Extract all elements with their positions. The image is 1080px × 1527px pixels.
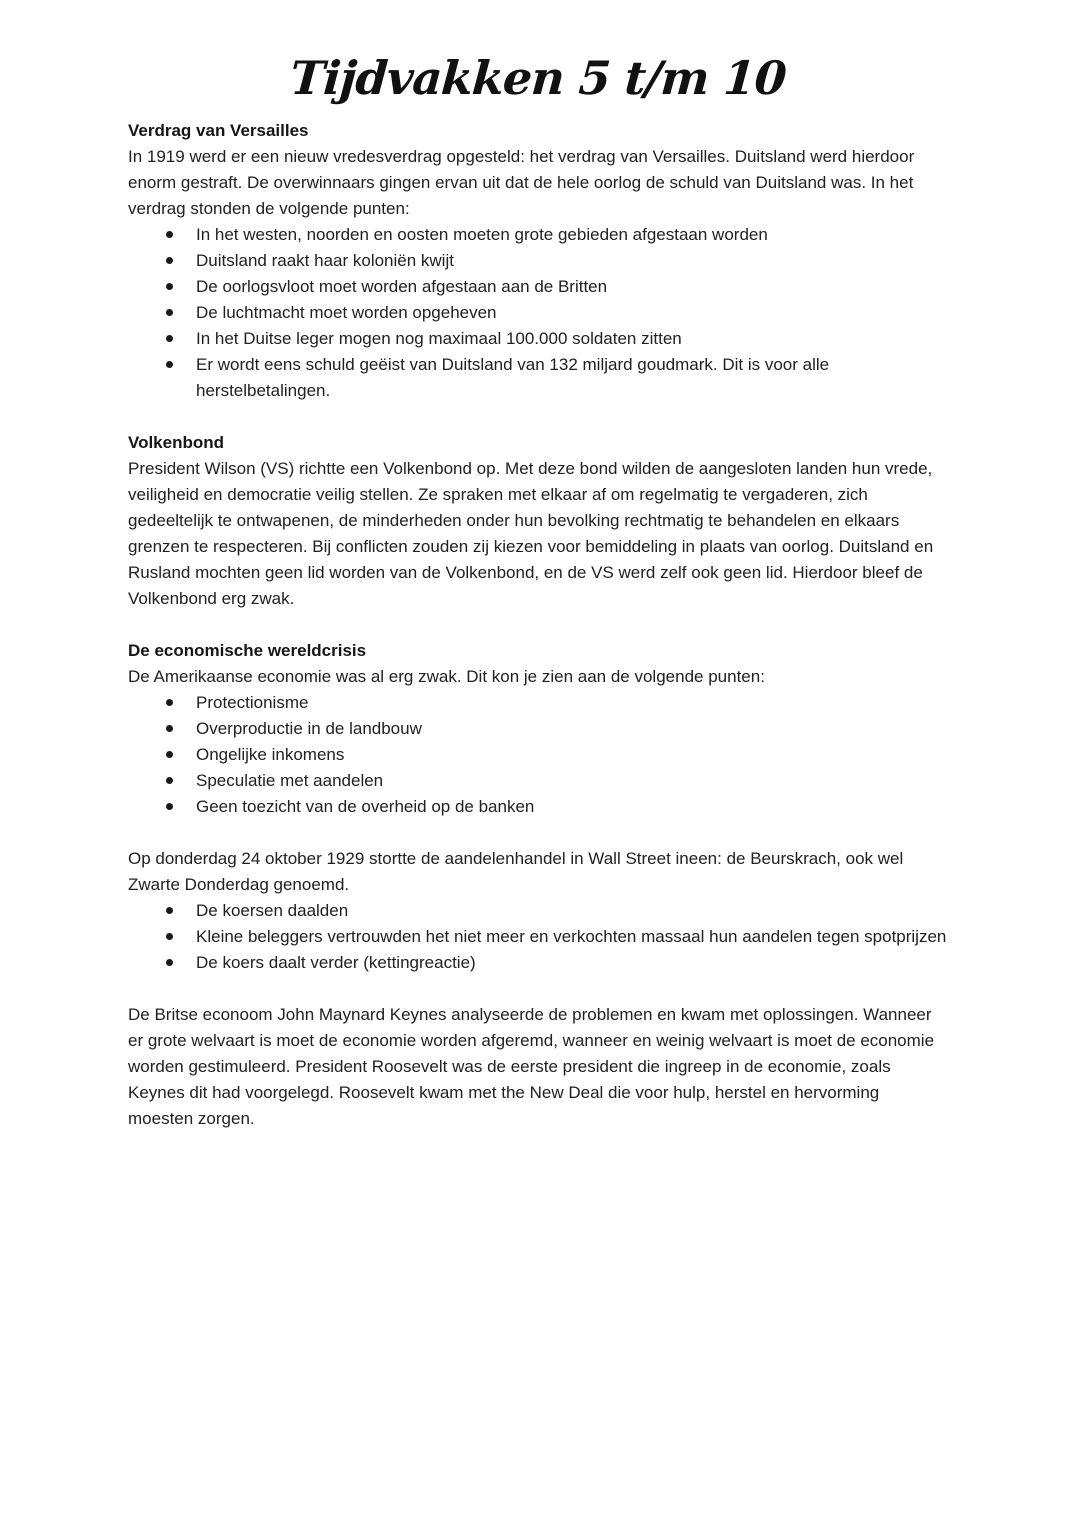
list-item: In het westen, noorden en oosten moeten grote gebieden afgestaan worden: [128, 222, 948, 248]
spacer: [128, 976, 948, 1002]
list-item: De koersen daalden: [128, 898, 948, 924]
bullet-list-versailles: [128, 222, 948, 404]
section-heading-crisis: De economische wereldcrisis: [128, 641, 367, 660]
list-item: De oorlogsvloot moet worden afgestaan aan de Britten: [128, 274, 948, 300]
section-economische-wereldcrisis: [128, 638, 948, 1132]
list-item: Overproductie in de landbouw: [128, 716, 948, 742]
spacer: [128, 612, 948, 638]
paragraph-keynes: De Britse econoom John Maynard Keynes analyseerde de problemen en kwam met oplossingen. Wanneer er grote welvaart is moet de economie worden afgeremd, wanneer en weinig welvaart is moet de economie worden gestimuleerd. President Roosevelt was de eerste president die ingreep in de economie, zoals Keynes dit had voorgelegd. Roosevelt kwam met the New Deal die voor hulp, herstel en hervorming moesten zorgen.: [128, 1005, 935, 1128]
page-title: Tijdvakken 5 t/m 10: [288, 51, 788, 105]
bullet-list-crisis: [128, 690, 948, 820]
spacer: [128, 820, 948, 846]
section-volkenbond: [128, 430, 948, 612]
section-heading-versailles: Verdrag van Versailles: [128, 121, 309, 140]
list-item: Ongelijke inkomens: [128, 742, 948, 768]
list-item: Geen toezicht van de overheid op de banken: [128, 794, 948, 820]
paragraph-versailles-intro: In 1919 werd er een nieuw vredesverdrag opgesteld: het verdrag van Versailles. Duitsland werd hierdoor enorm gestraft. De overwinnaars gingen ervan uit dat de hele oorlog de schuld van Duitsland was. In het verdrag stonden de volgende punten:: [128, 147, 915, 218]
list-item: Er wordt eens schuld geëist van Duitsland van 132 miljard goudmark. Dit is voor alle herstelbetalingen.: [128, 352, 948, 404]
list-item: Kleine beleggers vertrouwden het niet meer en verkochten massaal hun aandelen tegen spotprijzen: [128, 924, 948, 950]
list-item: Protectionisme: [128, 690, 948, 716]
list-item: Speculatie met aandelen: [128, 768, 948, 794]
paragraph-crisis-intro: De Amerikaanse economie was al erg zwak. Dit kon je zien aan de volgende punten:: [128, 667, 765, 686]
paragraph-beurskrach: Op donderdag 24 oktober 1929 stortte de aandelenhandel in Wall Street ineen: de Beurskrach, ook wel Zwarte Donderdag genoemd.: [128, 849, 904, 894]
spacer: [128, 404, 948, 430]
list-item: In het Duitse leger mogen nog maximaal 100.000 soldaten zitten: [128, 326, 948, 352]
list-item: Duitsland raakt haar koloniën kwijt: [128, 248, 948, 274]
section-verdrag-van-versailles: [128, 118, 948, 404]
paragraph-volkenbond: President Wilson (VS) richtte een Volkenbond op. Met deze bond wilden de aangesloten landen hun vrede, veiligheid en democratie veilig stellen. Ze spraken met elkaar af om regelmatig te vergaderen, zich gedeeltelijk te ontwapenen, de minderheden onder hun bevolking rechtmatig te behandelen en elkaars grenzen te respecteren. Bij conflicten zouden zij kiezen voor bemiddeling in plaats van oorlog. Duitsland en Rusland mochten geen lid worden van de Volkenbond, en de VS werd zelf ook geen lid. Hierdoor bleef de Volkenbond erg zwak.: [128, 459, 934, 608]
list-item: De luchtmacht moet worden opgeheven: [128, 300, 948, 326]
section-heading-volkenbond: Volkenbond: [128, 433, 225, 452]
bullet-list-beurskrach: [128, 898, 948, 976]
list-item: De koers daalt verder (kettingreactie): [128, 950, 948, 976]
